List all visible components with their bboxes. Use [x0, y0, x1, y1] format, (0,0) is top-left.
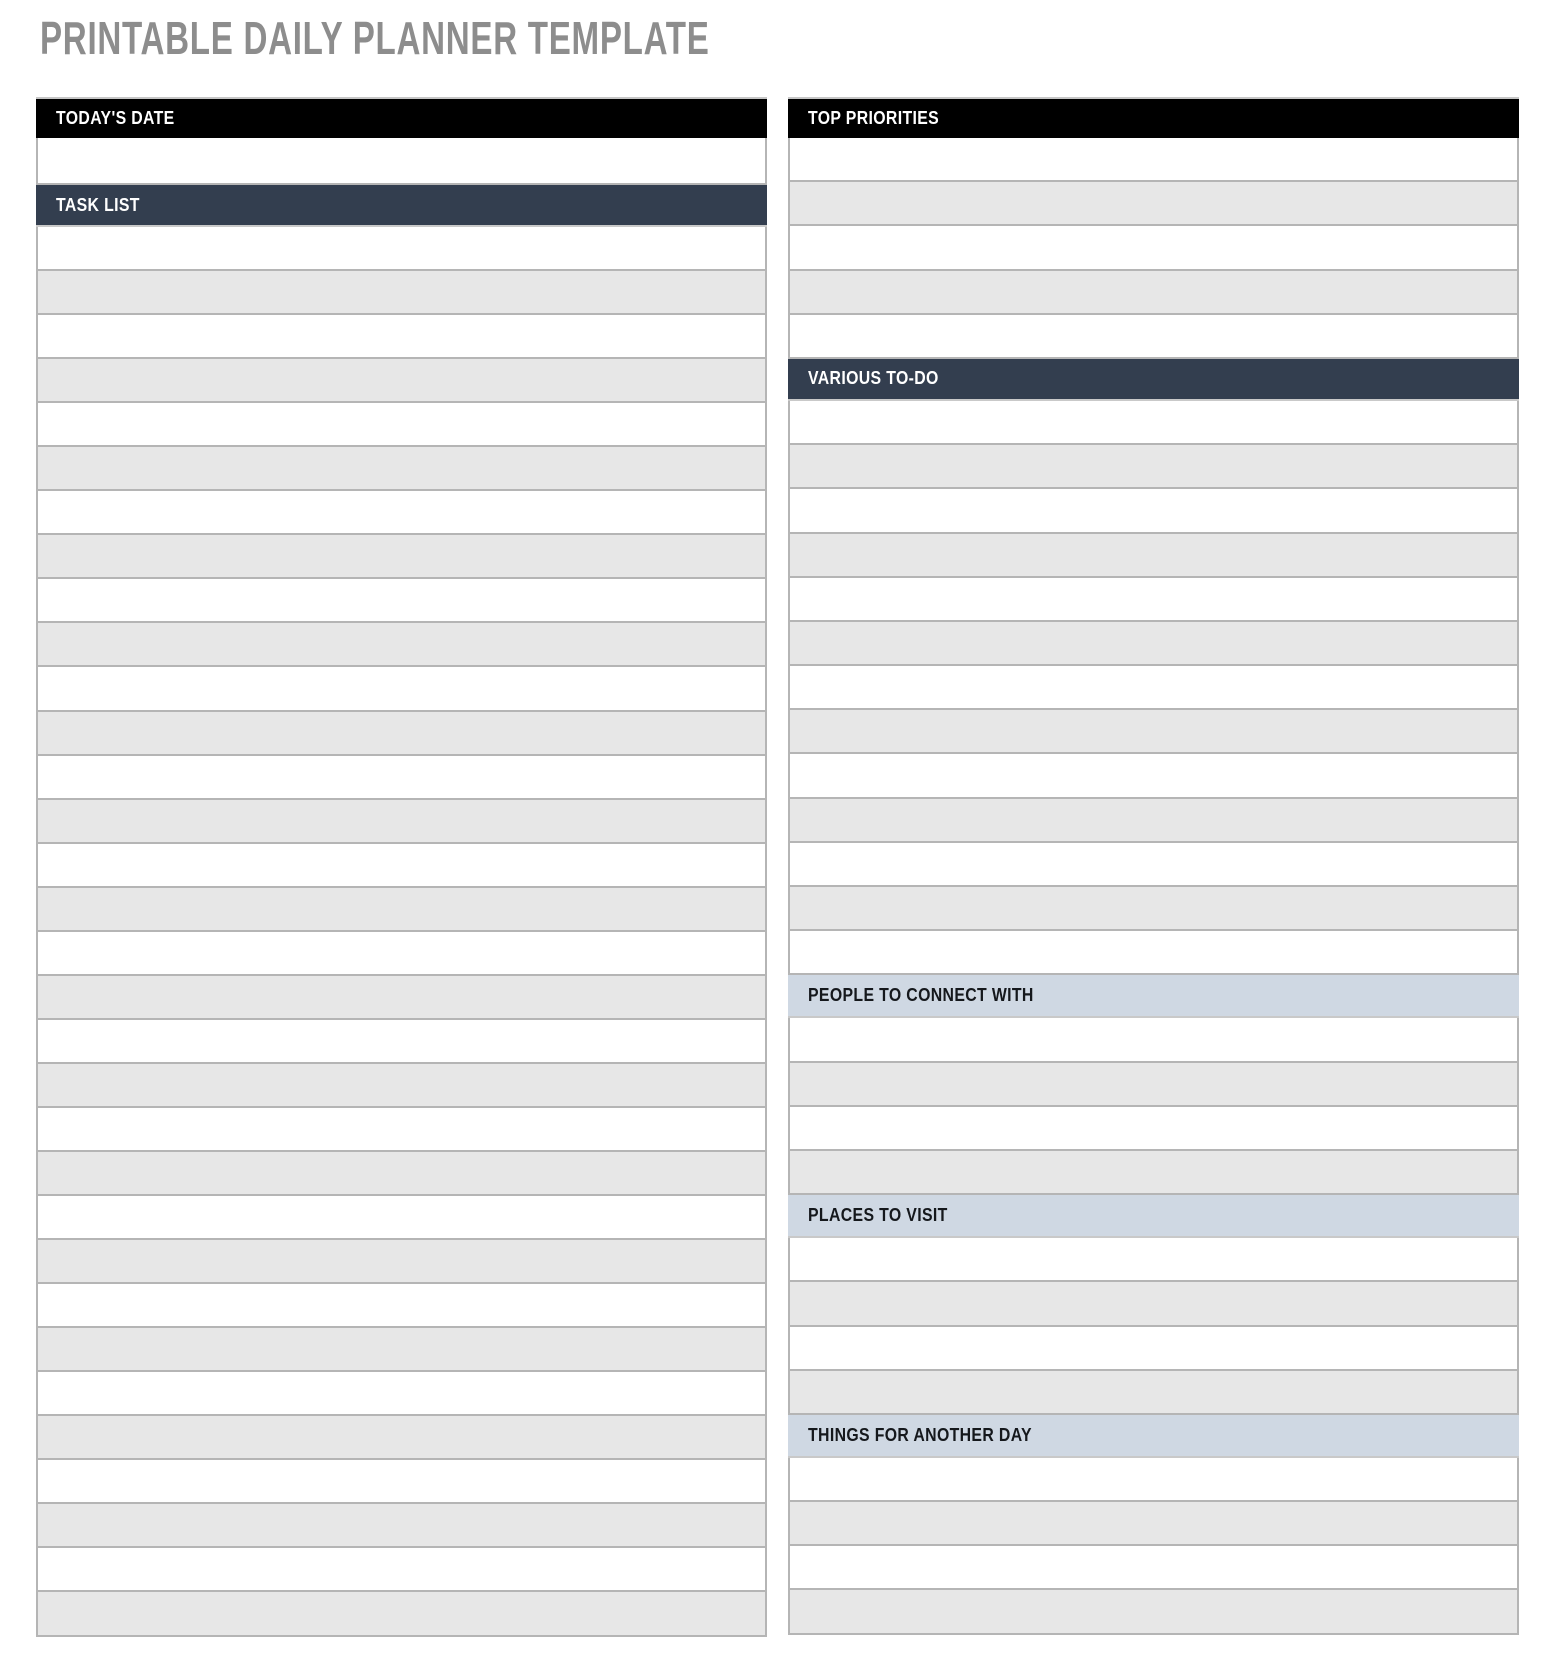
task-list-row[interactable] [36, 271, 767, 315]
things-for-another-day-row[interactable] [788, 1590, 1519, 1634]
various-to-do-row[interactable] [788, 578, 1519, 622]
various-to-do-row[interactable] [788, 754, 1519, 798]
places-to-visit-label: PLACES TO VISIT [808, 1205, 948, 1226]
task-list-row[interactable] [36, 932, 767, 976]
task-list-row[interactable] [36, 315, 767, 359]
task-list-row[interactable] [36, 800, 767, 844]
top-priorities-row[interactable] [788, 315, 1519, 359]
task-list-row[interactable] [36, 535, 767, 579]
top-priorities-row[interactable] [788, 138, 1519, 182]
various-to-do-row[interactable] [788, 666, 1519, 710]
various-to-do-row[interactable] [788, 489, 1519, 533]
places-to-visit-row[interactable] [788, 1327, 1519, 1371]
task-list-row[interactable] [36, 1196, 767, 1240]
people-to-connect-with-header [788, 975, 1519, 1018]
various-to-do-header [788, 359, 1519, 401]
task-list-row[interactable] [36, 888, 767, 932]
people-to-connect-with-row[interactable] [788, 1107, 1519, 1151]
task-list-row[interactable] [36, 1592, 767, 1636]
top-priorities-row[interactable] [788, 226, 1519, 270]
page-title [40, 14, 970, 62]
various-to-do-row[interactable] [788, 799, 1519, 843]
task-list-row[interactable] [36, 227, 767, 271]
task-list-row[interactable] [36, 1460, 767, 1504]
task-list-row[interactable] [36, 667, 767, 711]
task-list-label: TASK LIST [56, 194, 140, 215]
right-column [788, 97, 1519, 1635]
task-list-row[interactable] [36, 1504, 767, 1548]
various-to-do-row[interactable] [788, 887, 1519, 931]
task-list-row[interactable] [36, 1328, 767, 1372]
task-list-row[interactable] [36, 1372, 767, 1416]
task-list-row[interactable] [36, 1240, 767, 1284]
todays-date-header [36, 97, 767, 138]
places-to-visit-row[interactable] [788, 1371, 1519, 1415]
various-to-do-label: VARIOUS TO-DO [808, 368, 939, 389]
people-to-connect-with-label: PEOPLE TO CONNECT WITH [808, 985, 1034, 1006]
task-list-row[interactable] [36, 1152, 767, 1196]
task-list-row[interactable] [36, 579, 767, 623]
task-list-row[interactable] [36, 403, 767, 447]
things-for-another-day-row[interactable] [788, 1502, 1519, 1546]
task-list-row[interactable] [36, 1416, 767, 1460]
things-for-another-day-label: THINGS FOR ANOTHER DAY [808, 1424, 1032, 1445]
task-list-row[interactable] [36, 1020, 767, 1064]
various-to-do-row[interactable] [788, 843, 1519, 887]
various-to-do-row[interactable] [788, 534, 1519, 578]
places-to-visit-header [788, 1195, 1519, 1238]
task-list-row[interactable] [36, 1064, 767, 1108]
task-list-row[interactable] [36, 623, 767, 667]
things-for-another-day-row[interactable] [788, 1546, 1519, 1590]
task-list-row[interactable] [36, 491, 767, 535]
top-priorities-row[interactable] [788, 271, 1519, 315]
places-to-visit-row[interactable] [788, 1238, 1519, 1282]
various-to-do-row[interactable] [788, 401, 1519, 445]
task-list-row[interactable] [36, 976, 767, 1020]
things-for-another-day-header [788, 1415, 1519, 1458]
top-priorities-row[interactable] [788, 182, 1519, 226]
task-list-row[interactable] [36, 756, 767, 800]
todays-date-label: TODAY'S DATE [56, 108, 175, 128]
task-list-header [36, 185, 767, 227]
people-to-connect-with-row[interactable] [788, 1151, 1519, 1195]
various-to-do-row[interactable] [788, 931, 1519, 975]
places-to-visit-row[interactable] [788, 1282, 1519, 1326]
task-list-row[interactable] [36, 1108, 767, 1152]
task-list-row[interactable] [36, 712, 767, 756]
task-list-row[interactable] [36, 844, 767, 888]
various-to-do-row[interactable] [788, 445, 1519, 489]
page-title-text: PRINTABLE DAILY PLANNER TEMPLATE [40, 12, 710, 64]
task-list-row[interactable] [36, 1548, 767, 1592]
task-list-row[interactable] [36, 359, 767, 403]
people-to-connect-with-row[interactable] [788, 1063, 1519, 1107]
people-to-connect-with-row[interactable] [788, 1018, 1519, 1062]
task-list-row[interactable] [36, 1284, 767, 1328]
task-list-row[interactable] [36, 447, 767, 491]
various-to-do-row[interactable] [788, 622, 1519, 666]
top-priorities-header [788, 97, 1519, 138]
left-column [36, 97, 767, 1637]
top-priorities-label: TOP PRIORITIES [808, 108, 940, 128]
todays-date-row[interactable] [36, 138, 767, 185]
things-for-another-day-row[interactable] [788, 1458, 1519, 1502]
various-to-do-row[interactable] [788, 710, 1519, 754]
